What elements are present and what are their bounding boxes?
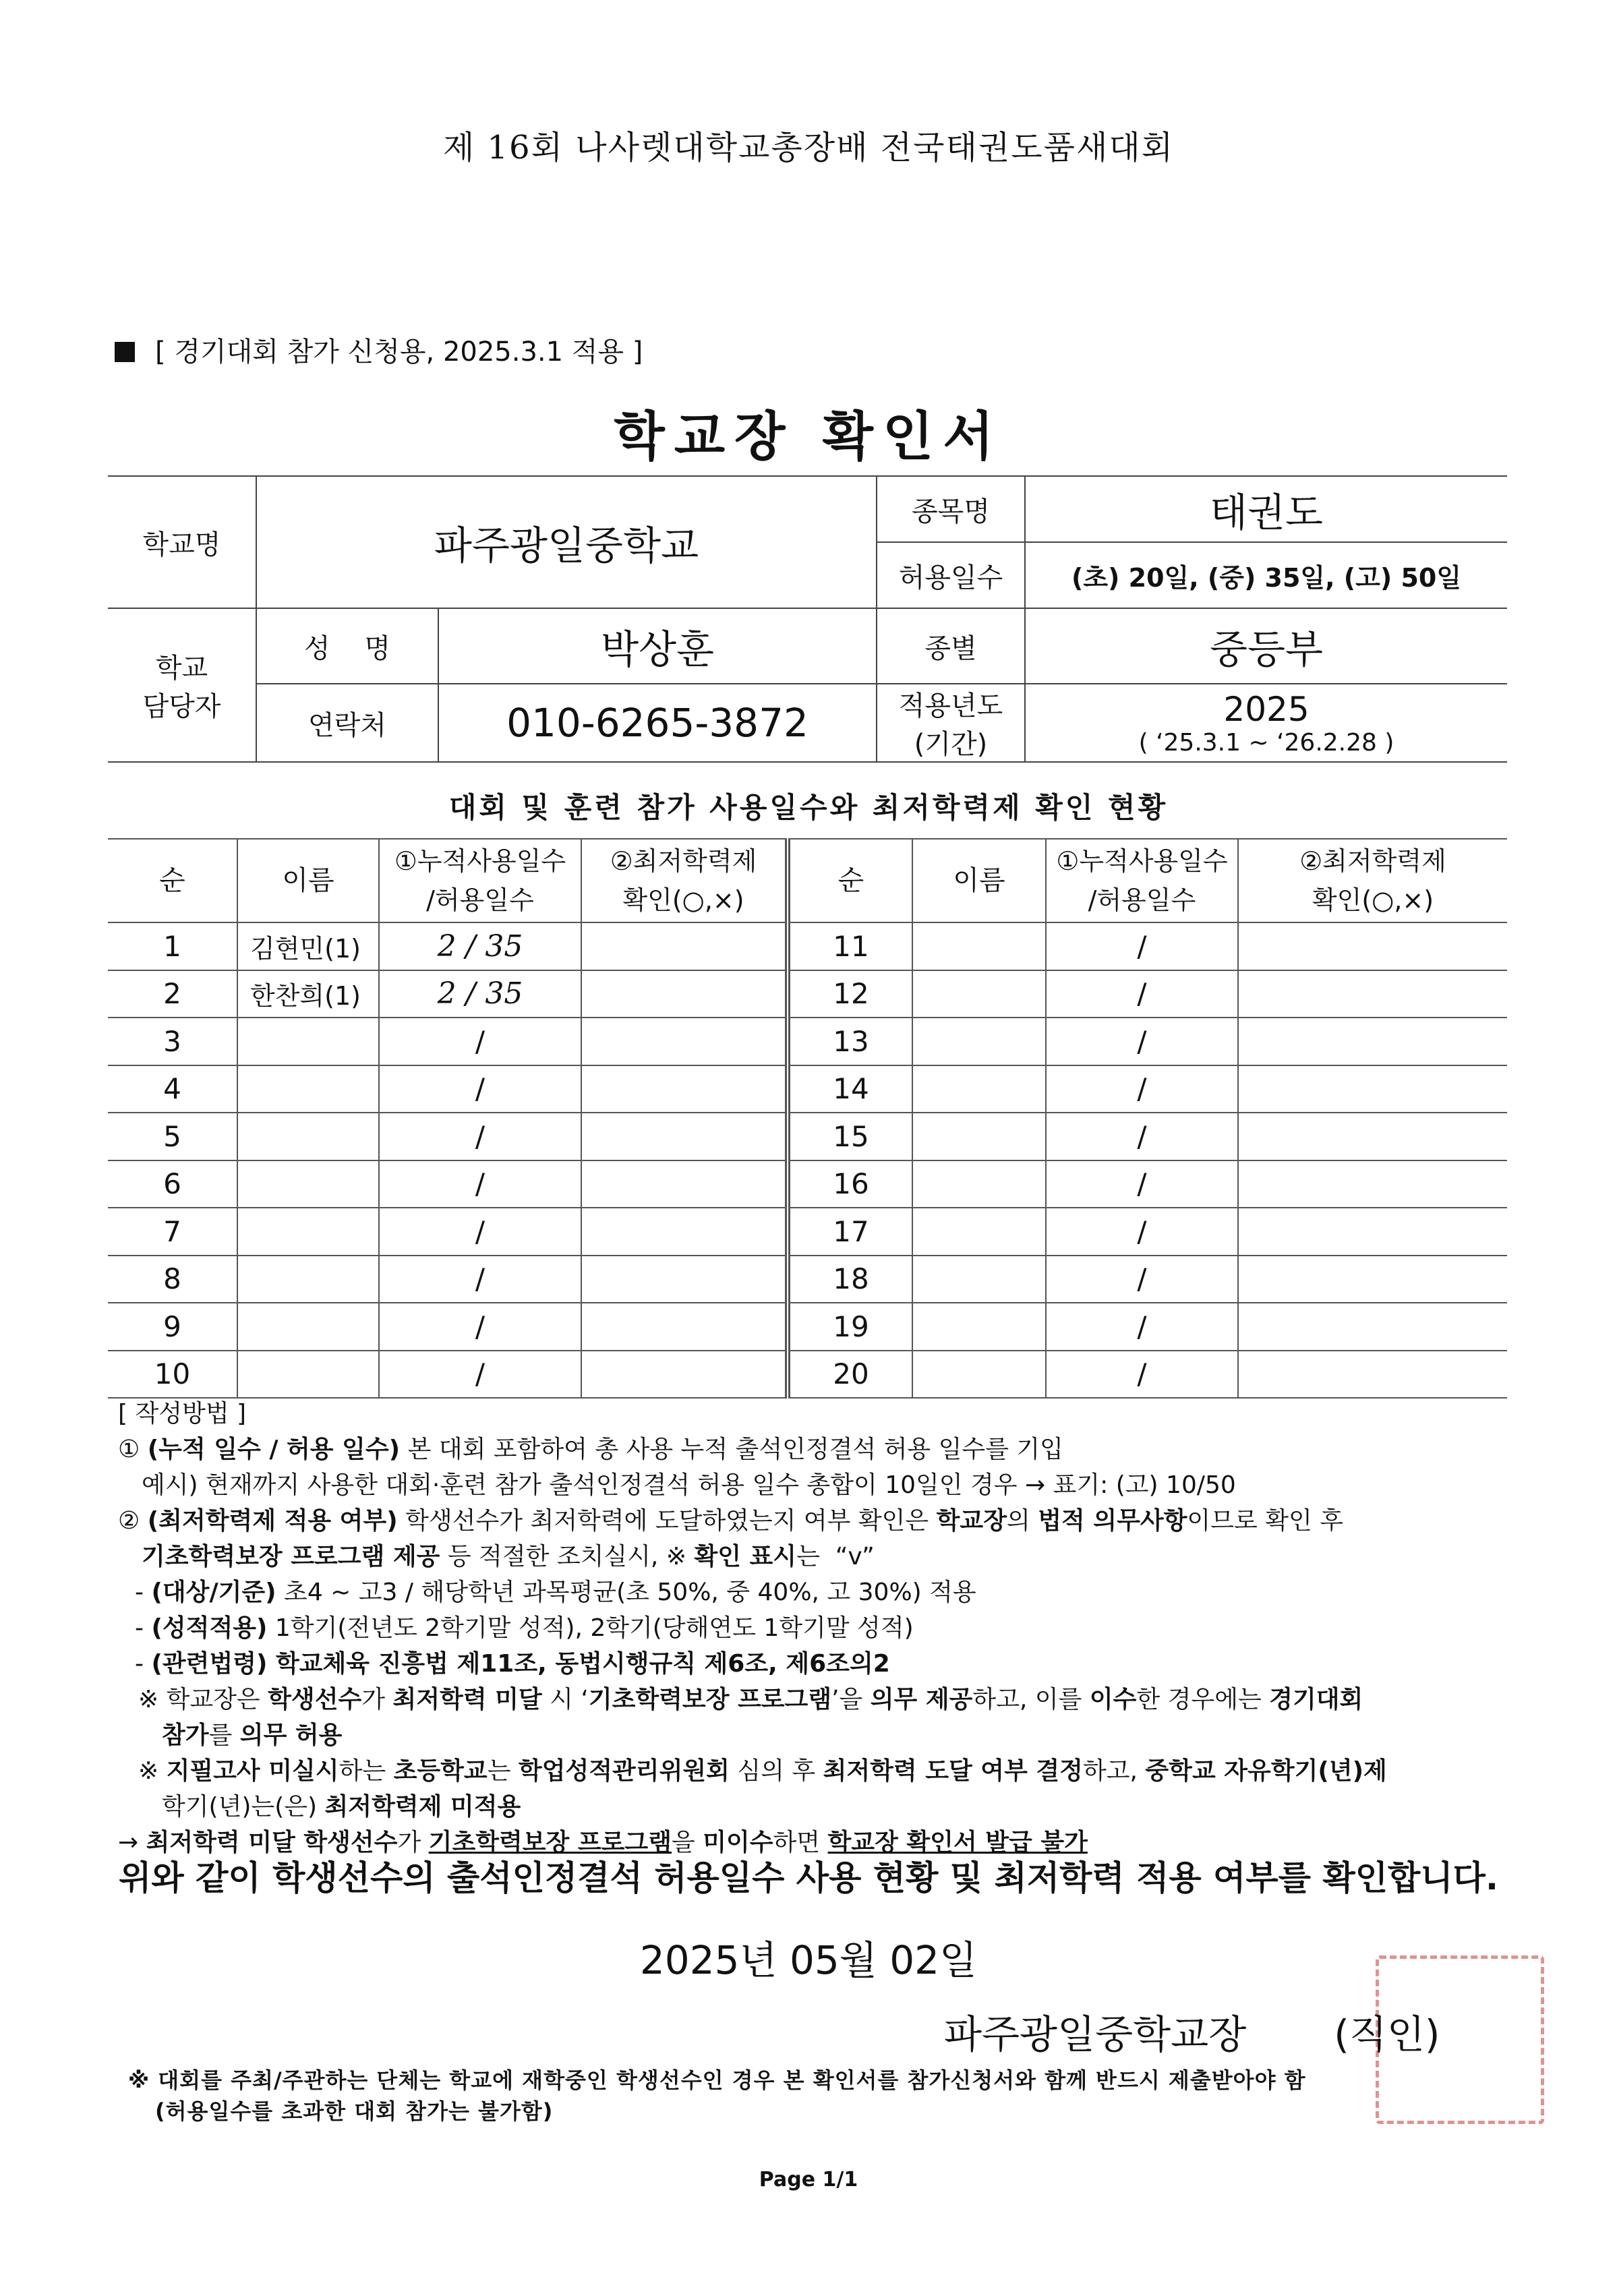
attendance-row xyxy=(108,1303,1507,1351)
row-number-right: 16 xyxy=(788,1160,912,1208)
grade-check-right xyxy=(1238,1113,1507,1160)
student-name-left xyxy=(237,1065,379,1113)
row-number-left: 3 xyxy=(108,1018,237,1065)
usage-text: [ 경기대회 참가 신청용, 2025.3.1 적용 ] xyxy=(155,336,643,367)
grade-check-left xyxy=(581,970,788,1018)
header-days-line2: /허용일수 xyxy=(1088,885,1196,915)
method-text: 본 대회 포함하여 총 사용 누적 출석인정결석 허용 일수를 기입 xyxy=(400,1436,1063,1463)
grade-check-right xyxy=(1238,1351,1507,1399)
method-text: (최저학력제 적용 여부) xyxy=(147,1507,398,1535)
square-bullet-icon xyxy=(115,342,135,362)
student-name-right xyxy=(912,922,1046,970)
method-line xyxy=(118,1539,1534,1574)
row-number-right: 18 xyxy=(788,1256,912,1303)
row-number-right: 13 xyxy=(788,1018,912,1065)
method-line xyxy=(118,1610,1534,1646)
row-number-left: 1 xyxy=(108,922,237,970)
grade-check-left xyxy=(581,1208,788,1256)
method-heading: [ 작성방법 ] xyxy=(118,1400,247,1427)
method-text: (성적적용) xyxy=(151,1614,268,1642)
header-name-left: 이름 xyxy=(237,839,379,922)
row-number-left: 7 xyxy=(108,1208,237,1256)
method-text: 1학기(전년도 2학기말 성적), 2학기(당해연도 1학기말 성적) xyxy=(267,1614,914,1642)
apply-year-cell xyxy=(1025,684,1507,762)
method-line xyxy=(118,1753,1534,1789)
grade-check-right xyxy=(1238,1303,1507,1351)
row-number-left: 4 xyxy=(108,1065,237,1113)
days-used-right: / xyxy=(1046,922,1238,970)
attendance-rows xyxy=(108,922,1507,1398)
student-name-left xyxy=(237,1351,379,1399)
days-used-right: / xyxy=(1046,1160,1238,1208)
days-used-right: / xyxy=(1046,1303,1238,1351)
row-number-right: 12 xyxy=(788,970,912,1018)
apply-period: ( ‘25.3.1 ~ ‘26.2.28 ) xyxy=(1138,728,1394,757)
method-text: 하고, xyxy=(1082,1757,1146,1785)
student-name-left xyxy=(237,1303,379,1351)
grade-check-left xyxy=(581,1065,788,1113)
student-name-right xyxy=(912,1018,1046,1065)
student-name-right xyxy=(912,1208,1046,1256)
row-number-left: 2 xyxy=(108,970,237,1018)
manager-name: 박상훈 xyxy=(438,608,877,684)
method-text: 시 ‘ xyxy=(541,1686,589,1713)
method-line xyxy=(118,1717,1534,1753)
method-text: 학교장 xyxy=(936,1507,1007,1535)
row-number-left: 9 xyxy=(108,1303,237,1351)
principal-signature xyxy=(944,2003,1440,2059)
method-text: 이수 xyxy=(1089,1686,1137,1713)
principal-title: 파주광일중학교장 xyxy=(944,2011,1247,2057)
contact-value: 010-6265-3872 xyxy=(438,684,877,762)
row-number-right: 17 xyxy=(788,1208,912,1256)
days-used-left: / xyxy=(379,1256,581,1303)
method-text: 는 xyxy=(487,1757,519,1785)
manager-label-line2: 담당자 xyxy=(142,691,221,722)
method-text: ※ xyxy=(138,1757,167,1785)
footer-note-line2: (허용일수를 초과한 대회 참가는 불가함) xyxy=(155,2098,554,2124)
writing-method xyxy=(118,1396,1534,1860)
days-used-left: / xyxy=(379,1065,581,1113)
confirmation-statement: 위와 같이 학생선수의 출석인정결석 허용일수 사용 현황 및 최저학력 적용 여부를 확인합니다. xyxy=(119,1858,1498,1897)
method-text: 최저학력제 미적용 xyxy=(324,1793,521,1821)
method-text: 기초학력보장 프로그램 xyxy=(428,1829,672,1856)
apply-year-label-line2: (기간) xyxy=(914,729,988,760)
days-used-left: 2 / 35 xyxy=(379,970,581,1018)
student-name-left xyxy=(237,1256,379,1303)
method-line xyxy=(118,1432,1534,1467)
document-title: 학교장 확인서 xyxy=(614,407,1003,467)
method-text: 법적 의무사항 xyxy=(1038,1507,1187,1535)
method-text: 하면 xyxy=(773,1829,828,1856)
student-name-right xyxy=(912,1113,1046,1160)
header-check-line2: 확인(○,×) xyxy=(1312,885,1434,915)
header-days-right xyxy=(1046,839,1238,922)
attendance-row xyxy=(108,1351,1507,1399)
grade-check-left xyxy=(581,922,788,970)
grade-check-left xyxy=(581,1113,788,1160)
days-used-right: / xyxy=(1046,1113,1238,1160)
method-line xyxy=(118,1789,1534,1825)
method-text: (대상/기준) xyxy=(151,1579,276,1606)
header-no-right: 순 xyxy=(788,839,912,922)
method-text: 초등학교 xyxy=(393,1757,488,1785)
method-text: 참가 xyxy=(162,1721,209,1749)
usage-line xyxy=(115,330,643,369)
grade-check-right xyxy=(1238,1160,1507,1208)
grade-check-right xyxy=(1238,1065,1507,1113)
header-days-line1: ①누적사용일수 xyxy=(394,846,566,876)
page-number: Page 1/1 xyxy=(759,2168,858,2191)
header-check-line1: ②최저학력제 xyxy=(610,846,757,876)
student-name-right xyxy=(912,1256,1046,1303)
row-number-left: 5 xyxy=(108,1113,237,1160)
student-name-right xyxy=(912,1160,1046,1208)
method-line xyxy=(118,1646,1534,1682)
grade-check-right xyxy=(1238,970,1507,1018)
days-used-left: / xyxy=(379,1351,581,1399)
attendance-row xyxy=(108,1256,1507,1303)
footer-note-line1: ※ 대회를 주최/주관하는 단체는 학교에 재학중인 학생선수인 경우 본 확인서를 참가신청서와 함께 반드시 제출받아야 함 xyxy=(128,2067,1306,2093)
event-value: 태권도 xyxy=(1025,476,1507,542)
method-text: 학업성적관리위원회 xyxy=(518,1757,730,1785)
days-used-right: / xyxy=(1046,1018,1238,1065)
method-text: 학기(년)는(은) xyxy=(162,1793,325,1821)
student-name-right xyxy=(912,1351,1046,1399)
competition-title: 제 16회 나사렛대학교총장배 전국태권도품새대회 xyxy=(442,129,1175,167)
method-text: 한 경우에는 xyxy=(1136,1686,1270,1713)
days-used-right: / xyxy=(1046,1256,1238,1303)
student-name-right xyxy=(912,1065,1046,1113)
header-days-line2: /허용일수 xyxy=(426,885,534,915)
method-text: 의무 제공 xyxy=(870,1686,973,1713)
attendance-row xyxy=(108,1113,1507,1160)
apply-year-label xyxy=(877,684,1025,762)
method-text: 이므로 확인 후 xyxy=(1187,1507,1343,1535)
row-number-right: 19 xyxy=(788,1303,912,1351)
grade-check-left xyxy=(581,1018,788,1065)
apply-year-label-line1: 적용년도 xyxy=(898,690,1003,722)
grade-check-right xyxy=(1238,1256,1507,1303)
method-text: 기초학력보장 프로그램 xyxy=(588,1686,832,1713)
days-used-left: / xyxy=(379,1208,581,1256)
days-used-left: / xyxy=(379,1160,581,1208)
footer-note xyxy=(128,2065,1510,2127)
seal-label: (직인) xyxy=(1334,2011,1440,2057)
days-used-left: / xyxy=(379,1018,581,1065)
allowed-days-label: 허용일수 xyxy=(877,542,1025,608)
school-info-table xyxy=(108,475,1507,763)
grade-check-right xyxy=(1238,1018,1507,1065)
method-text: 학교장 확인서 발급 불가 xyxy=(827,1829,1088,1856)
method-text: 가 xyxy=(397,1829,429,1856)
attendance-row xyxy=(108,970,1507,1018)
grade-check-left xyxy=(581,1351,788,1399)
method-text: 초4 ~ 고3 / 해당학년 과목평균(초 50%, 중 40%, 고 30%) 적용 xyxy=(276,1579,976,1606)
row-number-left: 6 xyxy=(108,1160,237,1208)
manager-label-line1: 학교 xyxy=(155,653,208,684)
method-text: 확인 표시 xyxy=(694,1543,797,1570)
days-used-right: / xyxy=(1046,1065,1238,1113)
method-text: 최저학력 미달 xyxy=(392,1686,542,1713)
method-text: 미이수 xyxy=(703,1829,773,1856)
attendance-table xyxy=(108,838,1507,1399)
method-text: 지필고사 미실시 xyxy=(166,1757,339,1785)
contact-label: 연락처 xyxy=(256,684,438,762)
row-number-right: 11 xyxy=(788,922,912,970)
category-label: 종별 xyxy=(877,608,1025,684)
header-check-line1: ②최저학력제 xyxy=(1299,846,1446,876)
days-used-right: / xyxy=(1046,1208,1238,1256)
days-used-right: / xyxy=(1046,1351,1238,1399)
manager-label xyxy=(108,608,256,762)
method-text: 심의 후 xyxy=(729,1757,823,1785)
method-line xyxy=(118,1682,1534,1717)
apply-year-value: 2025 xyxy=(1223,689,1310,729)
category-value: 중등부 xyxy=(1025,608,1507,684)
method-text: (누적 일수 / 허용 일수) xyxy=(147,1436,401,1463)
grade-check-left xyxy=(581,1303,788,1351)
method-line xyxy=(118,1503,1534,1539)
method-text: 하는 xyxy=(339,1757,394,1785)
grade-check-left xyxy=(581,1256,788,1303)
student-name-right xyxy=(912,1303,1046,1351)
event-label: 종목명 xyxy=(877,476,1025,542)
method-text: 의무 허용 xyxy=(239,1721,343,1749)
method-text: 등 적절한 조치실시, ※ xyxy=(440,1543,695,1570)
row-number-right: 15 xyxy=(788,1113,912,1160)
method-text: - xyxy=(135,1579,152,1606)
student-name-left xyxy=(237,1018,379,1065)
allowed-days-value: (초) 20일, (중) 35일, (고) 50일 xyxy=(1025,542,1507,608)
student-name-left: 김현민(1) xyxy=(237,922,379,970)
school-name: 파주광일중학교 xyxy=(256,476,877,608)
issue-date: 2025년 05월 02일 xyxy=(639,1937,978,1983)
method-text: 최저학력 도달 여부 결정 xyxy=(823,1757,1083,1785)
student-name-left xyxy=(237,1113,379,1160)
days-used-left: / xyxy=(379,1303,581,1351)
method-text: 경기대회 xyxy=(1269,1686,1363,1713)
method-text: (관련법령) 학교체육 진흥법 제11조, 동법시행규칙 제6조, 제6조의2 xyxy=(151,1650,890,1678)
student-name-right xyxy=(912,970,1046,1018)
method-text: 학생선수 xyxy=(268,1686,362,1713)
method-text: 하고, 이를 xyxy=(972,1686,1090,1713)
row-number-left: 8 xyxy=(108,1256,237,1303)
days-used-left: / xyxy=(379,1113,581,1160)
method-text: 의 xyxy=(1006,1507,1038,1535)
student-name-left: 한찬희(1) xyxy=(237,970,379,1018)
school-label: 학교명 xyxy=(108,476,256,608)
method-text: 중학교 자유학기(년)제 xyxy=(1145,1757,1387,1785)
method-text: ② xyxy=(118,1507,148,1535)
student-name-left xyxy=(237,1160,379,1208)
attendance-section-title: 대회 및 훈련 참가 사용일수와 최저학력제 확인 현황 xyxy=(448,791,1169,824)
grade-check-right xyxy=(1238,1208,1507,1256)
attendance-row xyxy=(108,1208,1507,1256)
attendance-row xyxy=(108,1065,1507,1113)
method-text: → xyxy=(118,1829,146,1856)
method-text: ① xyxy=(118,1436,148,1463)
method-line xyxy=(118,1574,1534,1610)
header-days-left xyxy=(379,839,581,922)
method-text: 는 “v” xyxy=(796,1543,875,1570)
method-example: 예시) 현재까지 사용한 대회·훈련 참가 출석인정결석 허용 일수 총합이 10일인 경우 → 표기: (고) 10/50 xyxy=(142,1471,1236,1499)
method-text: 을 xyxy=(671,1829,703,1856)
attendance-row xyxy=(108,1018,1507,1065)
method-text: ’을 xyxy=(831,1686,871,1713)
header-days-line1: ①누적사용일수 xyxy=(1056,846,1228,876)
method-text: ※ 학교장은 xyxy=(138,1686,268,1713)
method-text: 기초학력보장 프로그램 제공 xyxy=(142,1543,440,1570)
method-text: 최저학력 미달 학생선수 xyxy=(146,1829,398,1856)
header-check-right xyxy=(1238,839,1507,922)
grade-check-left xyxy=(581,1160,788,1208)
method-text: - xyxy=(135,1650,152,1678)
method-text: 학생선수가 최저학력에 도달하였는지 여부 확인은 xyxy=(397,1507,937,1535)
method-text: 가 xyxy=(361,1686,393,1713)
method-text: - xyxy=(135,1614,152,1642)
row-number-left: 10 xyxy=(108,1351,237,1399)
attendance-row xyxy=(108,1160,1507,1208)
grade-check-right xyxy=(1238,922,1507,970)
row-number-right: 20 xyxy=(788,1351,912,1399)
header-name-right: 이름 xyxy=(912,839,1046,922)
name-label: 성 명 xyxy=(256,608,438,684)
student-name-left xyxy=(237,1208,379,1256)
row-number-right: 14 xyxy=(788,1065,912,1113)
header-check-line2: 확인(○,×) xyxy=(622,885,744,915)
attendance-header-row xyxy=(108,839,1507,922)
days-used-left: 2 / 35 xyxy=(379,922,581,970)
days-used-right: / xyxy=(1046,970,1238,1018)
header-check-left xyxy=(581,839,788,922)
attendance-row xyxy=(108,922,1507,970)
header-no-left: 순 xyxy=(108,839,237,922)
method-text: 를 xyxy=(208,1721,240,1749)
